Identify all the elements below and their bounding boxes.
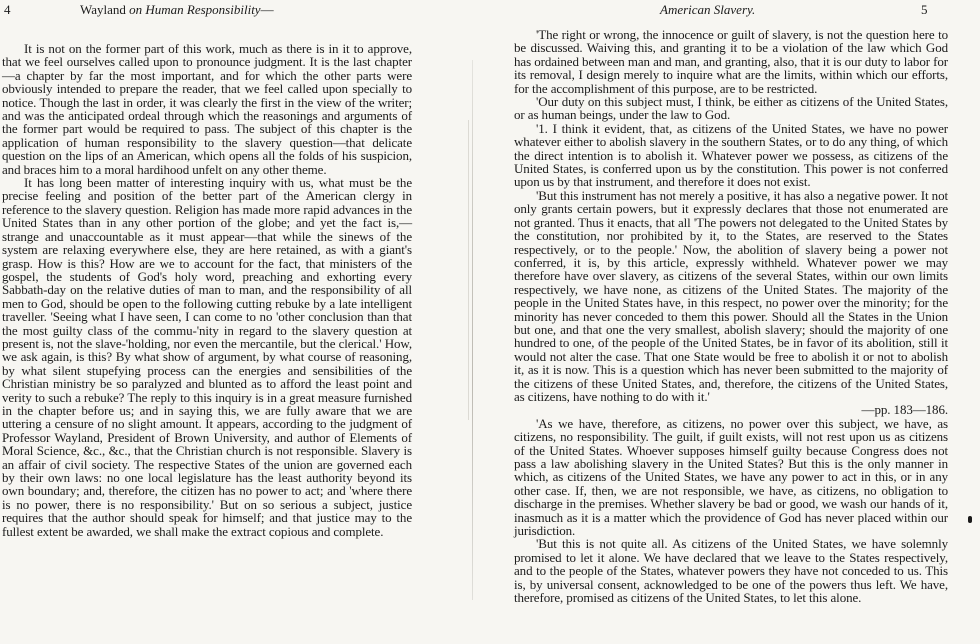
page-gutter bbox=[472, 60, 473, 600]
page-reference: —pp. 183—186. bbox=[861, 402, 948, 418]
right-body-text bbox=[514, 28, 948, 604]
running-head-author: Wayland bbox=[80, 2, 126, 17]
paragraph: It has long been matter of interesting inquiry with us, what must be the precise feeling and position of the better part of the American clergy in reference to the slavery question. Religion has made more rapid advances in the United States than in any other portion of the globe; and yet the fact is,—strange and unaccountable as it must appear—that while the sinews of the system are relaxing everywhere else, they are here retained, as with a giant's grasp. How is this? How are we to account for the fact, that ministers of the gospel, the students of God's holy word, preaching and exhorting every Sabbath-day on the relative duties of man to man, and the responsibility of all men to God, should be open to the following cutting rebuke by a late intelligent traveller. 'Seeing what I have seen, I can come to no 'other conclusion than that the most guilty class of the commu-'nity in regard to the slavery question at present is, not the slave-'holding, nor even the mercantile, but the clerical.' How, we ask again, is this? By what show of argument, by what course of reasoning, by what silent stupefying process can the energies and sensibilities of the Christian ministry be so paralyzed and blunted as to afford the least point and verity to such a rebuke? The reply to this inquiry is in a great measure furnished in the chapter before us; and in saying this, we are fully aware that we are uttering a censure of no slight amount. It appears, according to the judgment of Professor Wayland, President of Brown University, and author of Elements of Moral Science, &c., &c., that the Christian church is not responsible. Slavery is an affair of civil society. The respective States of the union are governed each by their own laws: no one local legislature has the least authority beyond its own boundary; and, therefore, the citizen has no power to act; and 'where there is no power, there is no responsibility.' But on so serious a subject, justice requires that the author should speak for himself; and that justice may to the fullest extent be awarded, we shall make the extract copious and complete. bbox=[2, 175, 412, 539]
page-number-right: 5 bbox=[921, 2, 928, 17]
left-page bbox=[0, 0, 480, 644]
paragraph: 'Our duty on this subject must, I think, be either as citizens of the United States, or as human beings, under the law to God. bbox=[514, 94, 948, 123]
right-page bbox=[480, 0, 980, 644]
running-head-dash: — bbox=[260, 2, 274, 17]
paragraph: 'As we have, therefore, as citizens, no power over this subject, we have, as citizens, no responsibility. The guilt, if guilt exists, will not rest upon us as citizens of the United States. Whoever supposes himself guilty because Congress does not pass a law abolishing slavery in the United States? But this is the only manner in which, as citizens of the United States, we have any power to act in this, or in any other case. If, then, we are not responsible, we have, as citizens, no obligation to discharge in the premises. Whether slavery be bad or good, we wash our hands of it, inasmuch as it is a matter which the providence of God has never placed within our jurisdiction. bbox=[514, 415, 948, 539]
left-body-text bbox=[2, 42, 412, 538]
paragraph: It is not on the former part of this work, much as there is in it to approve, that we feel ourselves called upon to pronounce judgment. It is the last chapter—a chapter by far the most important, and for which the other parts were obviously intended to prepare the reader, that we feel called upon specially to notice. Though the last in order, it was clearly the first in the view of the writer; and was the anticipated ordeal through which the reasonings and arguments of the former part would be required to pass. The subject of this chapter is the application of human responsibility to the slavery question—that delicate question on the lips of an American, which opens all the folds of his suspicion, and braces him to a moral hardihood unfelt on any other theme. bbox=[2, 41, 412, 177]
running-head-right: American Slavery. bbox=[660, 2, 756, 17]
paragraph: '1. I think it evident, that, as citizens of the United States, we have no power whatever either to abolish slavery in the southern States, or to do any thing, of which the direct intention is to abolish it. Whatever power we possess, as citizens of the United States, is conferred upon us by the constitution. This power is not conferred upon us by that instrument, and therefore it does not exist. bbox=[514, 120, 948, 190]
running-head-title: on Human Responsibility bbox=[129, 2, 261, 17]
running-head-left bbox=[80, 2, 274, 18]
paragraph: 'But this instrument has not merely a positive, it has also a negative power. It not only grants certain powers, but it expressly declares that those not enumerated are not granted. Thus it enacts, that all 'The powers not delegated to the United States by the constitution, nor prohibited by it, to the States, are reserved to the States respectively, or to the people.' Now, the abolition of slavery being a power not conferred, it is, by this article, expressly withheld. Whatever power we may therefore have over slavery, as citizens of the several States, within our own limits respectively, we have none, as citizens of the United States. The majority of the people in the United States have, in this respect, no power over the minority; for the minority has never conceded to them this power. Should all the States in the Union but one, and that one the very smallest, abolish slavery; should the majority of one hundred to one, of the people of the United States, be in favor of its abolition, still it would not alter the case. That one State would be free to abolish it or not to abolish it, as it is now. This is a question which has never been submitted to the majority of the citizens of these United States, and, therefore, the citizens of the United States, as citizens, have nothing to do with it.' bbox=[514, 187, 948, 404]
paragraph: 'The right or wrong, the innocence or guilt of slavery, is not the question here to be discussed. Waiving this, and granting it to be a violation of the law which God has ordained between man and man, and granting, also, that it is our duty to labor for its removal, I design merely to inquire what are the limits, within which our efforts, for the accomplishment of this purpose, are to be restricted. bbox=[514, 27, 948, 96]
page-number-left: 4 bbox=[4, 2, 11, 17]
paragraph: 'But this is not quite all. As citizens of the United States, we have solemnly promised to let it alone. We have declared that we leave to the States respectively, and to the people of the States, whatever powers they have not conceded to us. This is, by universal consent, acknowledged to be one of the powers thus left. We have, therefore, promised as citizens of the United States, to let this alone. bbox=[514, 536, 948, 606]
page-gutter-shadow bbox=[468, 120, 469, 420]
ink-speck bbox=[968, 516, 972, 523]
